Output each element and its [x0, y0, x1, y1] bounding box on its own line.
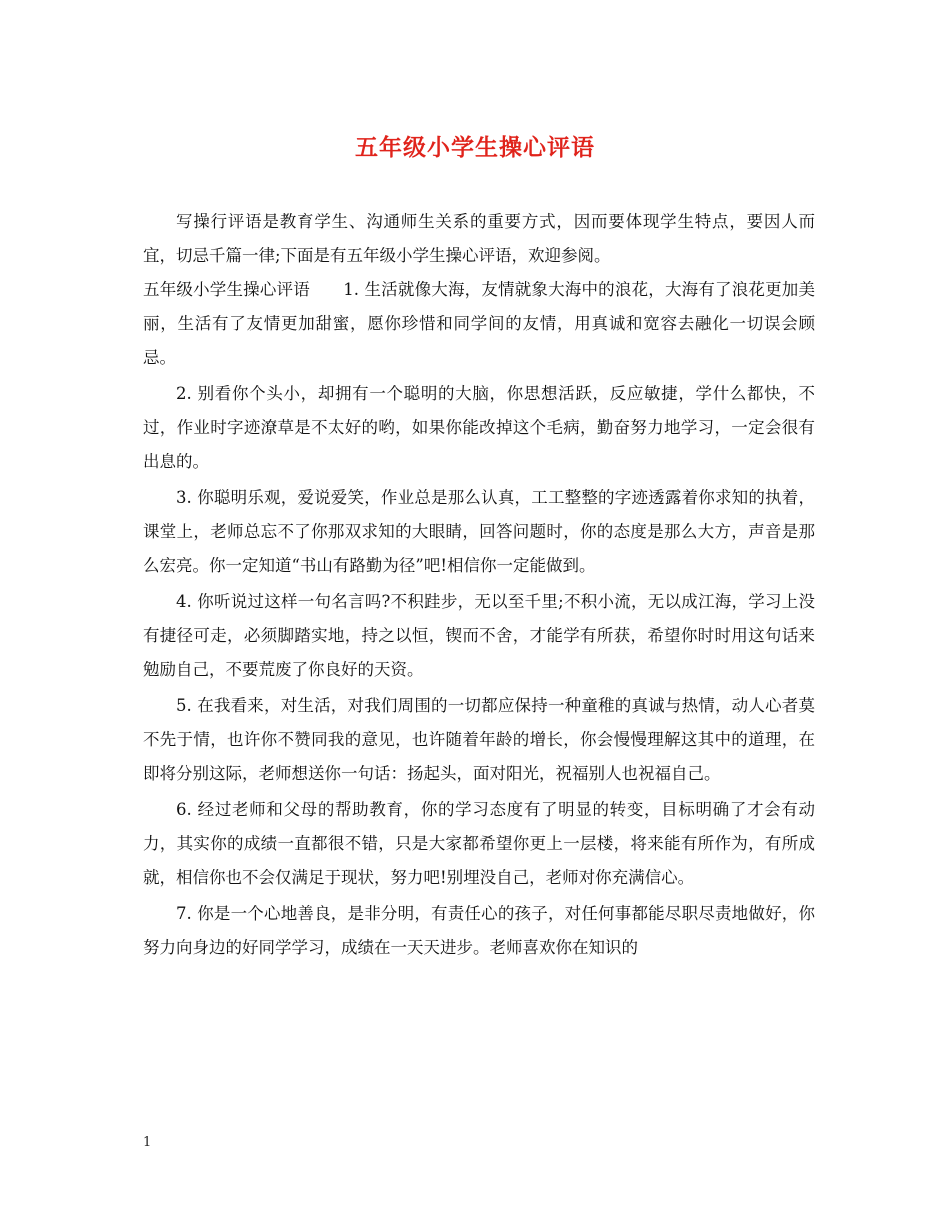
comment-item-3: 3. 你聪明乐观，爱说爱笑，作业总是那么认真，工工整整的字迹透露着你求知的执着，课堂上，老师总忘不了你那双求知的大眼睛，回答问题时，你的态度是那么大方，声音是那么宏亮。你一定知道“书山有路勤为径”吧!相信你一定能做到。 [143, 488, 815, 575]
comment-item-2: 2. 别看你个头小，却拥有一个聪明的大脑，你思想活跃，反应敏捷，学什么都快，不过，作业时字迹潦草是不太好的哟，如果你能改掉这个毛病，勤奋努力地学习，一定会很有出息的。 [143, 384, 815, 471]
document-title: 五年级小学生操心评语 [355, 134, 595, 161]
comment-item-5: 5. 在我看来，对生活，对我们周围的一切都应保持一种童稚的真诚与热情，动人心者莫不先于情，也许你不赞同我的意见，也许随着年龄的增长，你会慢慢理解这其中的道理，在即将分别这际，老师想送你一句话：扬起头，面对阳光，祝福别人也祝福自己。 [143, 696, 815, 783]
comment-item-1: 五年级小学生操心评语 1. 生活就像大海，友情就象大海中的浪花，大海有了浪花更加美丽，生活有了友情更加甜蜜，愿你珍惜和同学间的友情，用真诚和宽容去融化一切误会顾忌。 [143, 280, 815, 367]
comment-item-4: 4. 你听说过这样一句名言吗?不积跬步，无以至千里;不积小流，无以成江海，学习上没有捷径可走，必须脚踏实地，持之以恒，锲而不舍，才能学有所获，希望你时时用这句话来勉励自己，不要荒废了你良好的天资。 [143, 592, 815, 679]
comment-item-6: 6. 经过老师和父母的帮助教育，你的学习态度有了明显的转变，目标明确了才会有动力，其实你的成绩一直都很不错，只是大家都希望你更上一层楼，将来能有所作为，有所成就，相信你也不会仅满足于现状，努力吧!别埋没自己，老师对你充满信心。 [143, 800, 815, 887]
comment-item-7: 7. 你是一个心地善良，是非分明，有责任心的孩子，对任何事都能尽职尽责地做好，你努力向身边的好同学学习，成绩在一天天进步。老师喜欢你在知识的 [143, 904, 815, 957]
intro-paragraph: 写操行评语是教育学生、沟通师生关系的重要方式，因而要体现学生特点，要因人而宜，切忌千篇一律;下面是有五年级小学生操心评语，欢迎参阅。 [143, 212, 815, 265]
page-number: 1 [143, 1135, 152, 1150]
document-body [143, 205, 815, 965]
